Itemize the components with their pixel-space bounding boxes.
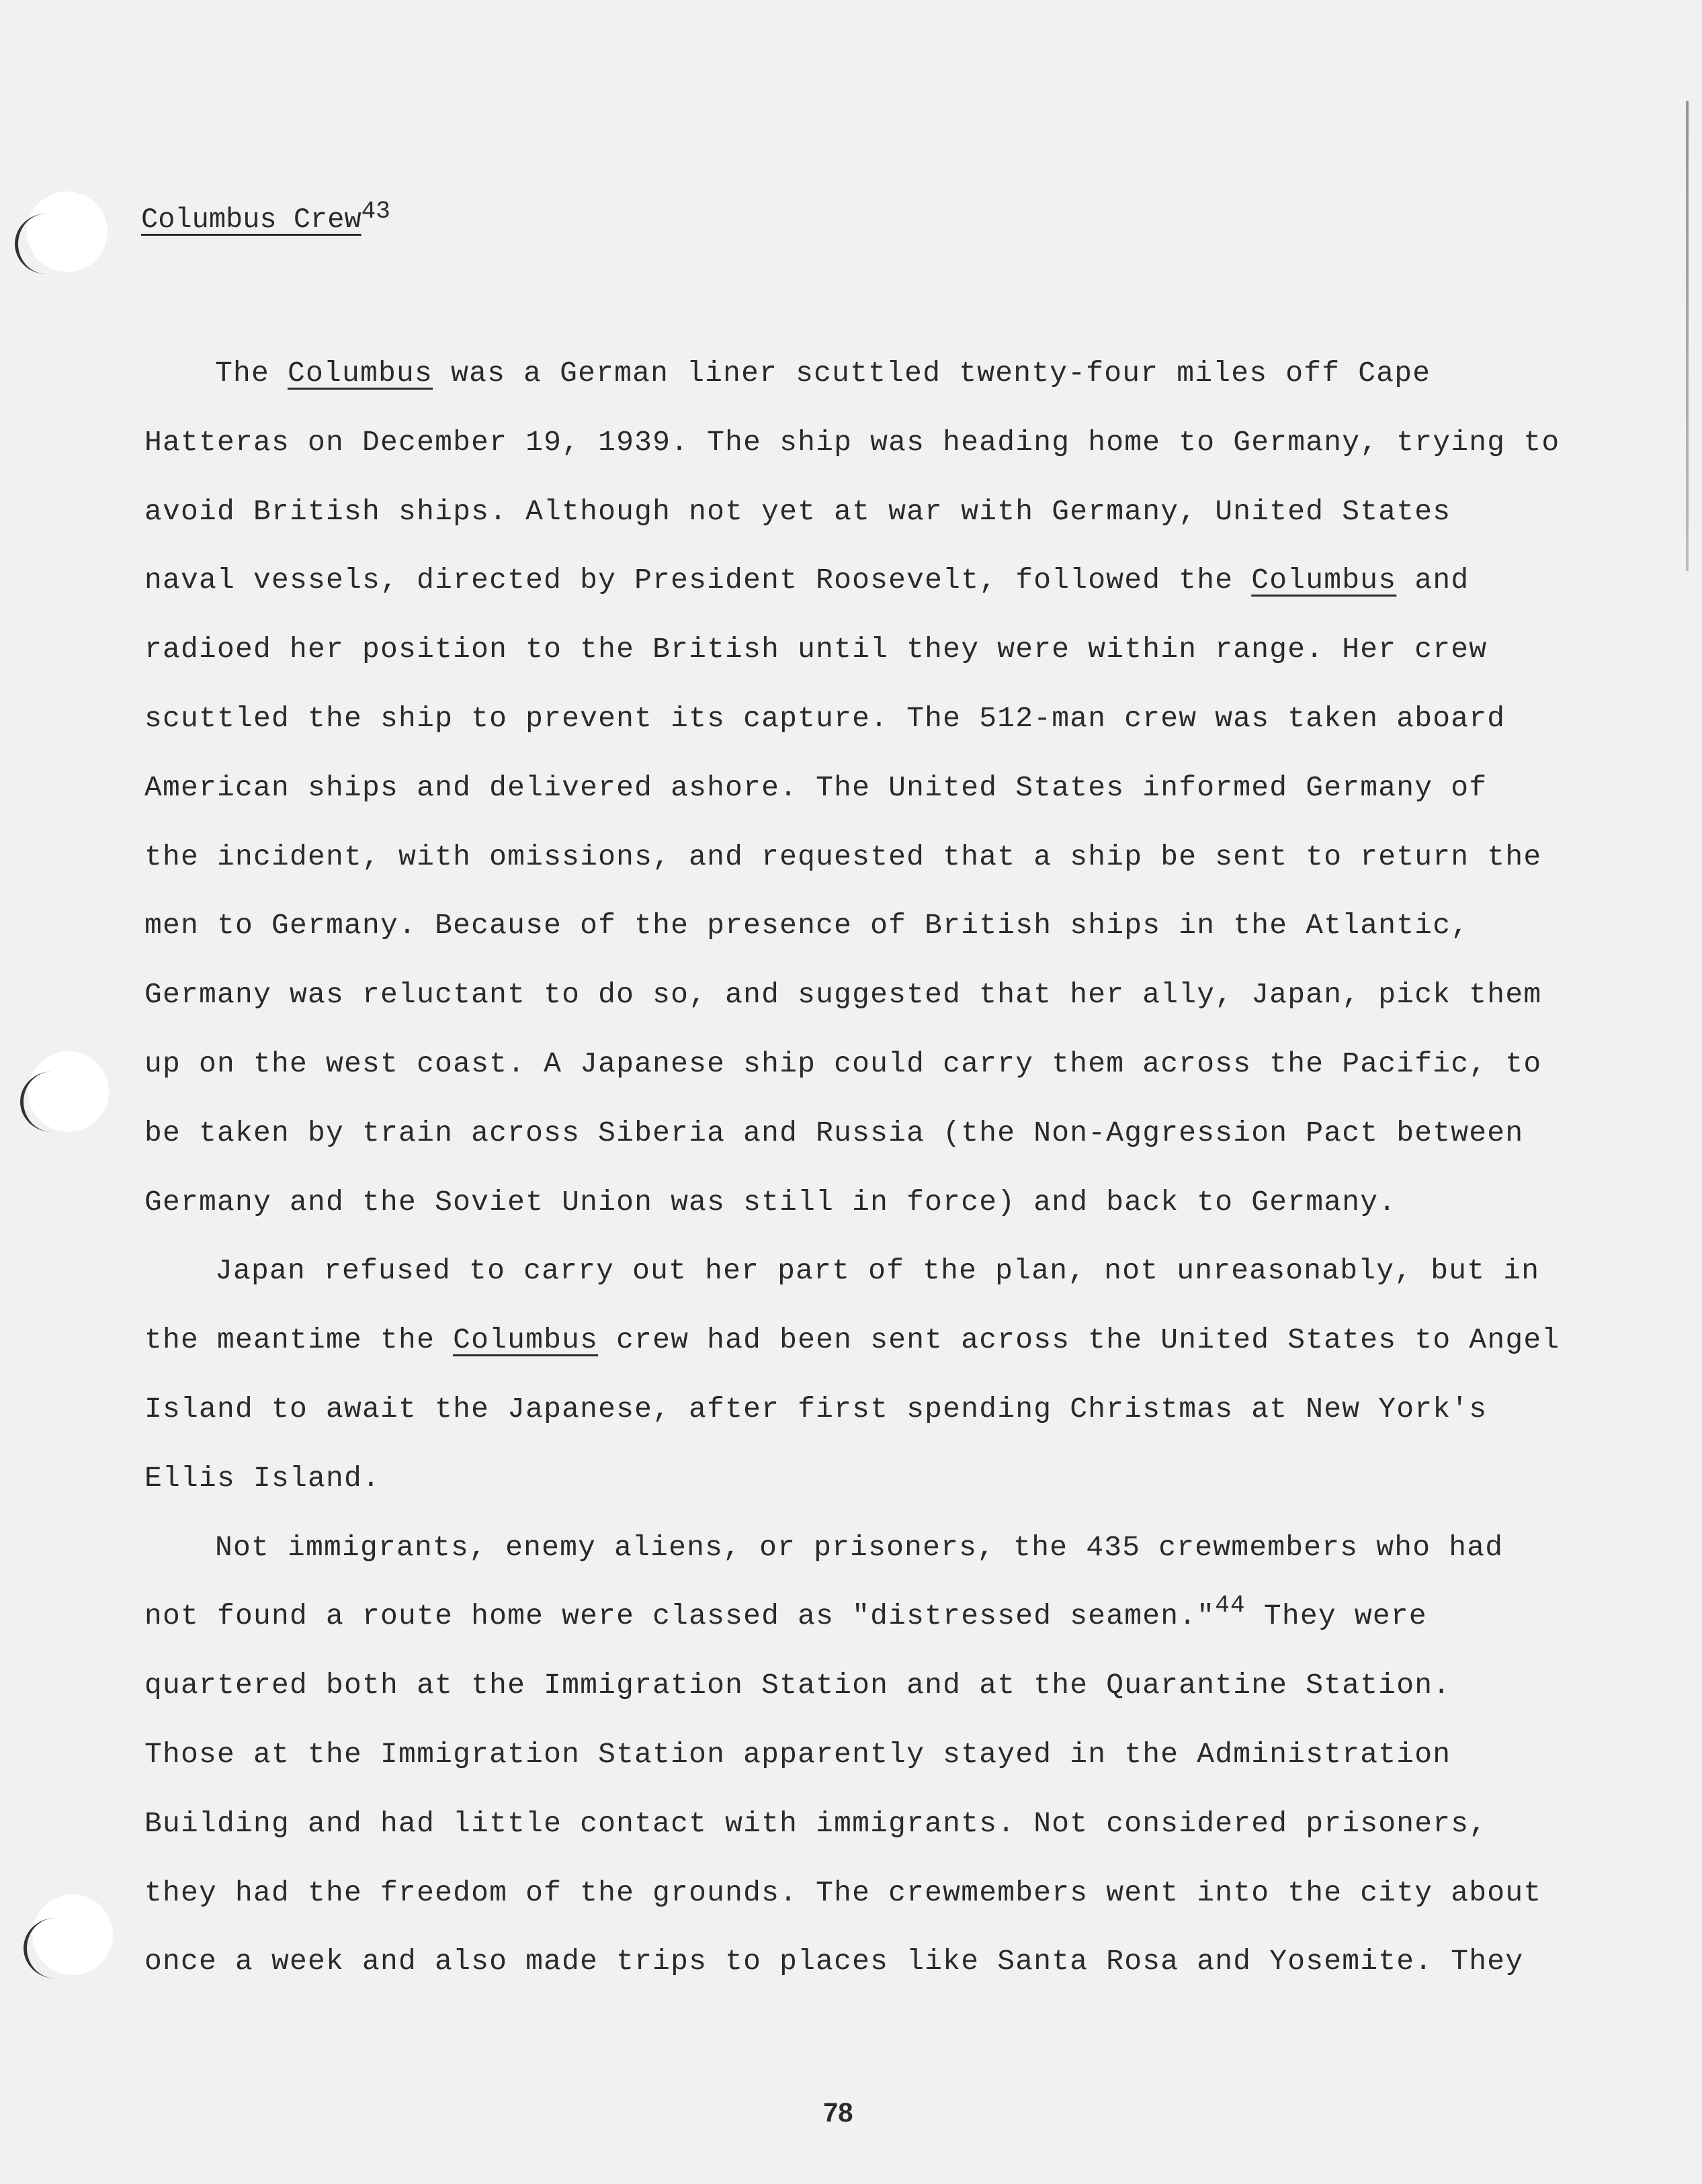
text-segment: naval vessels, directed by President Roosevelt, followed the	[144, 564, 1252, 597]
paragraph	[144, 339, 1560, 1237]
text-segment: They were	[1245, 1600, 1427, 1633]
text-segment: Those at the Immigration Station apparently stayed in the Administration	[144, 1737, 1451, 1771]
text-line	[144, 961, 1556, 1030]
text-segment: not found a route home were classed as "distressed seamen."	[144, 1600, 1216, 1633]
punch-hole-edge-top	[15, 214, 79, 274]
text-segment: be taken by train across Siberia and Russia (the Non-Aggression Pact between	[144, 1116, 1524, 1149]
text-segment: was a German liner scuttled twenty-four miles off Cape	[433, 357, 1431, 390]
text-line	[144, 891, 1556, 961]
text-segment: American ships and delivered ashore. The United States informed Germany of	[144, 771, 1488, 804]
text-segment: the incident, with omissions, and requested that a ship be sent to return the	[144, 840, 1542, 873]
text-line	[144, 1168, 1556, 1237]
text-segment: The	[215, 357, 288, 390]
text-line	[144, 546, 1556, 615]
text-line	[144, 1514, 1556, 1583]
text-segment: Germany was reluctant to do so, and suggested that her ally, Japan, pick them	[144, 978, 1542, 1012]
text-segment: avoid British ships. Although not yet at war with Germany, United States	[144, 494, 1451, 528]
text-segment: Ellis Island.	[144, 1461, 381, 1495]
heading-footnote: 43	[361, 198, 390, 225]
text-line	[144, 754, 1556, 823]
text-segment: the meantime the	[144, 1323, 454, 1357]
text-line	[144, 1582, 1556, 1651]
text-line	[144, 1720, 1556, 1790]
underlined-ship-name: Columbus	[288, 357, 433, 390]
text-segment: and	[1396, 564, 1470, 597]
text-segment: radioed her position to the British until they were within range. Her crew	[144, 633, 1488, 666]
text-segment: Building and had little contact with immigrants. Not considered prisoners,	[144, 1806, 1488, 1840]
text-line	[144, 1651, 1556, 1720]
punch-hole-edge-bottom	[24, 1918, 87, 1978]
footnote-marker: 44	[1215, 1591, 1246, 1620]
paragraph	[144, 1237, 1560, 1513]
text-segment: Island to await the Japanese, after first spending Christmas at New York's	[144, 1392, 1488, 1426]
text-line	[144, 1030, 1556, 1099]
section-heading	[141, 198, 390, 238]
text-line	[144, 339, 1556, 408]
text-segment: men to Germany. Because of the presence of British ships in the Atlantic,	[144, 909, 1470, 943]
underlined-ship-name: Columbus	[453, 1323, 599, 1357]
page-edge	[1686, 101, 1689, 571]
text-segment: quartered both at the Immigration Station and at the Quarantine Station.	[144, 1669, 1451, 1702]
text-segment: crew had been sent across the United States to Angel	[598, 1323, 1560, 1357]
text-line	[144, 1306, 1560, 1375]
underlined-ship-name: Columbus	[1251, 564, 1397, 597]
text-segment: Hatteras on December 19, 1939. The ship was heading home to Germany, trying to	[144, 425, 1560, 459]
text-line	[144, 1927, 1556, 1997]
scan-artifact	[20, 101, 1566, 121]
text-segment: they had the freedom of the grounds. The crewmembers went into the city about	[144, 1876, 1542, 1909]
text-line	[144, 1375, 1556, 1444]
text-line	[144, 823, 1556, 892]
text-segment: Not immigrants, enemy aliens, or prisoners, the 435 crewmembers who had	[215, 1530, 1504, 1564]
text-line	[144, 1099, 1556, 1168]
text-line	[144, 685, 1556, 754]
text-line	[144, 1790, 1556, 1859]
text-segment: Japan refused to carry out her part of the plan, not unreasonably, but in	[215, 1254, 1540, 1288]
heading-title: Columbus Crew	[141, 204, 361, 236]
text-line	[144, 408, 1560, 478]
text-line	[144, 615, 1556, 685]
text-line	[144, 478, 1556, 547]
text-segment: up on the west coast. A Japanese ship could carry them across the Pacific, to	[144, 1047, 1542, 1080]
text-line	[144, 1237, 1556, 1306]
text-line	[144, 1444, 1556, 1514]
body-text	[144, 339, 1560, 1997]
text-segment: scuttled the ship to prevent its capture. The 512-man crew was taken aboard	[144, 701, 1506, 735]
text-line	[144, 1859, 1556, 1928]
text-segment: once a week and also made trips to places like Santa Rosa and Yosemite. They	[144, 1945, 1524, 1978]
text-segment: Germany and the Soviet Union was still in force) and back to Germany.	[144, 1185, 1397, 1219]
paragraph	[144, 1514, 1556, 1997]
punch-hole-edge-middle	[20, 1072, 84, 1132]
page-number: 78	[823, 2098, 853, 2128]
